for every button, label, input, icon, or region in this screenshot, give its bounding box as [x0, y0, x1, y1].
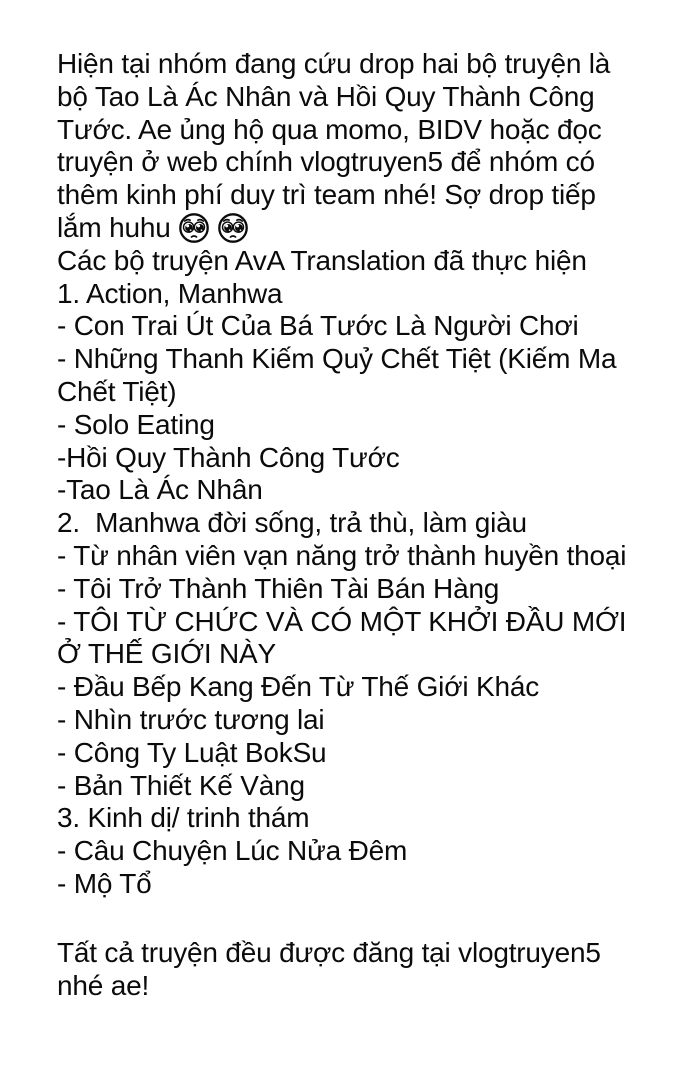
- text-line: - Solo Eating: [57, 408, 215, 440]
- text-line: Tước. Ae ủng hộ qua momo, BIDV hoặc đọc: [57, 113, 602, 145]
- text-line: Chết Tiệt): [57, 375, 177, 407]
- text-line: -Tao Là Ác Nhân: [57, 474, 263, 506]
- text-line: 1. Action, Manhwa: [57, 277, 283, 309]
- text-line: lắm huhu: [57, 212, 682, 245]
- text-line: - Công Ty Luật BokSu: [57, 736, 327, 768]
- text-line: - Bản Thiết Kế Vàng: [57, 769, 305, 801]
- blank-line: [57, 901, 682, 937]
- credits-text: [57, 48, 682, 1002]
- text-line: bộ Tao Là Ác Nhân và Hồi Quy Thành Công: [57, 80, 595, 112]
- text-line: Tất cả truyện đều được đăng tại vlogtruyen5: [57, 936, 601, 968]
- pleading-face-emoji: [217, 212, 249, 244]
- text-line: - Từ nhân viên vạn năng trở thành huyền thoại: [57, 539, 627, 571]
- text-line: - Đầu Bếp Kang Đến Từ Thế Giới Khác: [57, 671, 539, 703]
- text-line: Các bộ truyện AvA Translation đã thực hiện: [57, 244, 587, 276]
- text-line: - Câu Chuyện Lúc Nửa Đêm: [57, 835, 408, 867]
- text-line: - Con Trai Út Của Bá Tước Là Người Chơi: [57, 310, 579, 342]
- text-line: nhé ae!: [57, 969, 150, 1001]
- text-line: thêm kinh phí duy trì team nhé! Sợ drop tiếp: [57, 179, 596, 211]
- text-line: - Tôi Trở Thành Thiên Tài Bán Hàng: [57, 572, 500, 604]
- text-line: - TÔI TỪ CHỨC VÀ CÓ MỘT KHỞI ĐẦU MỚI: [57, 605, 627, 637]
- text-line: - Mộ Tổ: [57, 867, 152, 899]
- text-line: Hiện tại nhóm đang cứu drop hai bộ truyện là: [57, 48, 611, 79]
- text-line: 2. Manhwa đời sống, trả thù, làm giàu: [57, 507, 527, 539]
- text-line: 3. Kinh dị/ trinh thám: [57, 802, 310, 834]
- pleading-face-emoji: [178, 212, 210, 244]
- text-line: - Những Thanh Kiếm Quỷ Chết Tiệt (Kiếm Ma: [57, 343, 617, 375]
- text-line: - Nhìn trước tương lai: [57, 703, 325, 735]
- text-line: -Hồi Quy Thành Công Tước: [57, 441, 400, 473]
- text-line: Ở THẾ GIỚI NÀY: [57, 638, 276, 670]
- text-line: truyện ở web chính vlogtruyen5 để nhóm có: [57, 146, 595, 178]
